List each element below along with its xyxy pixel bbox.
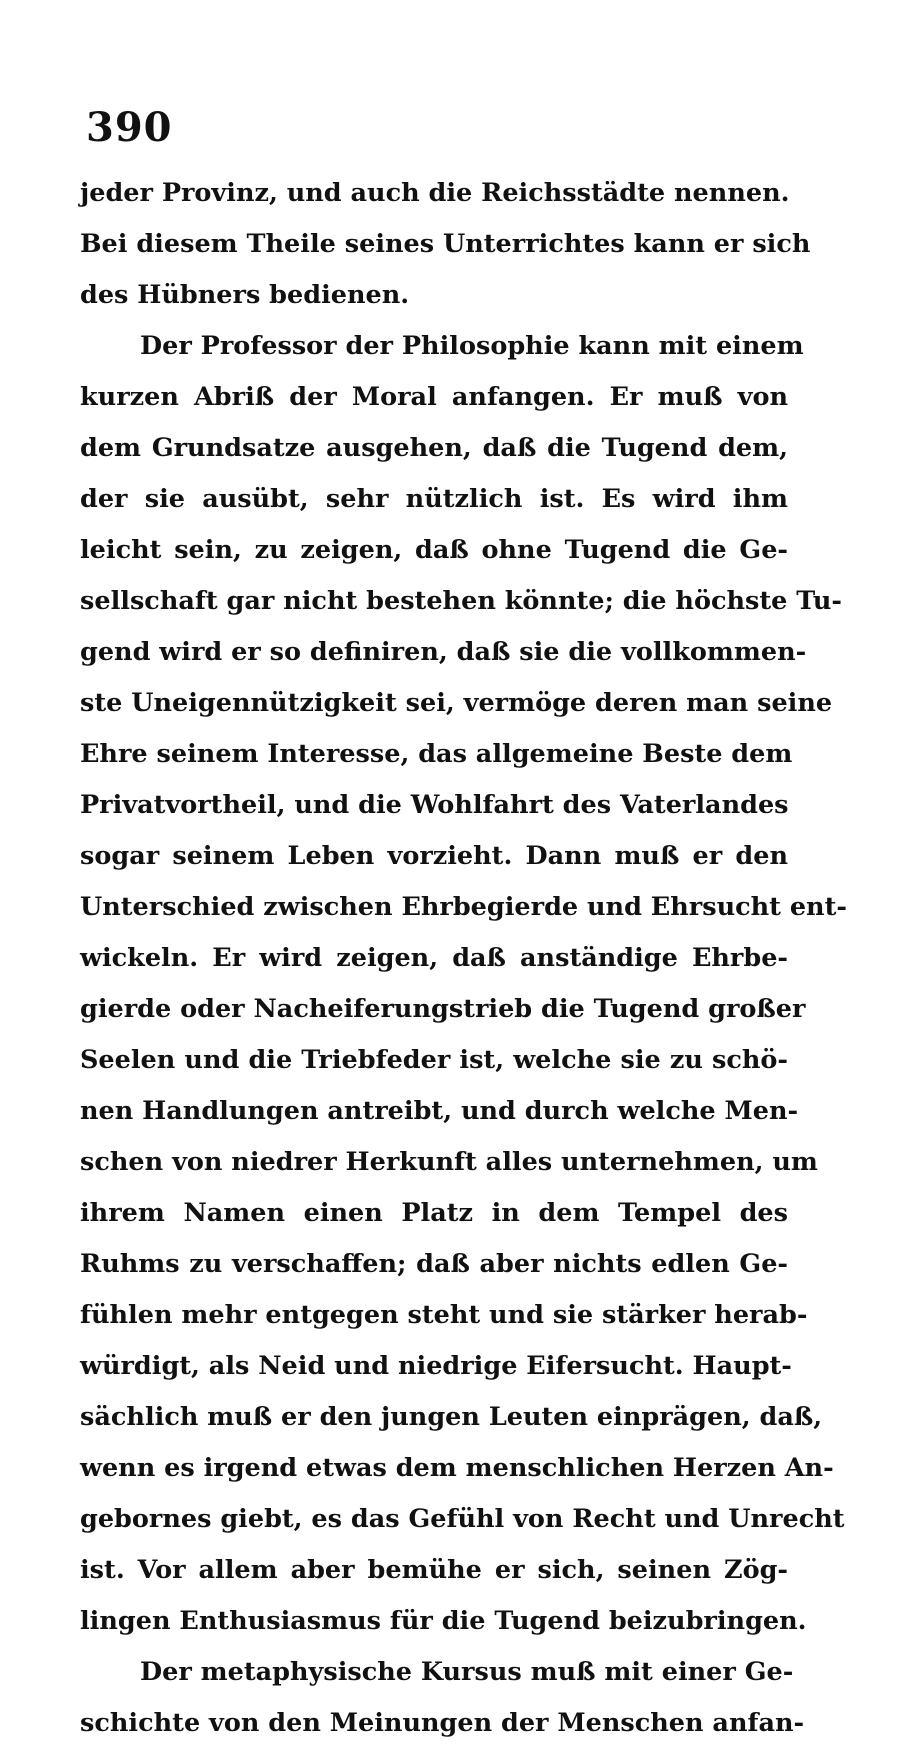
body-text — [80, 168, 847, 1749]
page-number: 390 — [86, 104, 173, 151]
text-line: Seelen und die Triebfeder ist, welche sie zu schö- — [80, 1045, 788, 1075]
text-line: ste Uneigennützigkeit sei, vermöge deren man seine — [80, 688, 833, 718]
text-line: wenn es irgend etwas dem menschlichen Herzen An- — [80, 1453, 834, 1483]
text-line: fühlen mehr entgegen steht und sie stärker herab- — [80, 1300, 808, 1330]
text-line: lingen Enthusiasmus für die Tugend beizubringen. — [80, 1606, 807, 1636]
text-line: kurzen Abriß der Moral anfangen. Er muß von — [80, 382, 788, 412]
text-line: schen von niedrer Herkunft alles unternehmen, um — [80, 1147, 818, 1177]
text-line: Privatvortheil, und die Wohlfahrt des Vaterlandes — [80, 790, 789, 820]
text-line: sogar seinem Leben vorzieht. Dann muß er den — [80, 841, 788, 871]
text-line: sellschaft gar nicht bestehen könnte; die höchste Tu- — [80, 586, 843, 616]
text-line: würdigt, als Neid und niedrige Eifersucht. Haupt- — [80, 1351, 792, 1381]
paragraph — [80, 1647, 805, 1749]
text-line: Bei diesem Theile seines Unterrichtes kann er sich — [80, 229, 811, 259]
text-line: ist. Vor allem aber bemühe er sich, seinen Zög- — [80, 1555, 788, 1585]
text-line: leicht sein, zu zeigen, daß ohne Tugend die Ge- — [80, 535, 788, 565]
text-line: des Hübners bedienen. — [80, 280, 410, 310]
text-line: dem Grundsatze ausgehen, daß die Tugend dem, — [80, 433, 788, 463]
text-line: gebornes giebt, es das Gefühl von Recht und Unrecht — [80, 1504, 845, 1534]
text-line: Der metaphysische Kursus muß mit einer Ge- — [140, 1657, 794, 1687]
text-line: nen Handlungen antreibt, und durch welche Men- — [80, 1096, 799, 1126]
text-line: gierde oder Nacheiferungstrieb die Tugend großer — [80, 994, 806, 1024]
text-line: Der Professor der Philosophie kann mit einem — [140, 331, 804, 361]
text-line: wickeln. Er wird zeigen, daß anständige Ehrbe- — [80, 943, 788, 973]
paragraph — [80, 321, 847, 1647]
paragraph — [80, 168, 811, 321]
text-line: Ehre seinem Interesse, das allgemeine Beste dem — [80, 739, 793, 769]
text-line: sächlich muß er den jungen Leuten einprägen, daß, — [80, 1402, 823, 1432]
text-line: Ruhms zu verschaffen; daß aber nichts edlen Ge- — [80, 1249, 788, 1279]
text-line: der sie ausübt, sehr nützlich ist. Es wird ihm — [80, 484, 788, 514]
text-line: jeder Provinz, und auch die Reichsstädte nennen. — [80, 178, 790, 208]
text-line: Unterschied zwischen Ehrbegierde und Ehrsucht ent- — [80, 892, 847, 922]
text-line: ihrem Namen einen Platz in dem Tempel des — [80, 1198, 788, 1228]
text-line: gend wird er so definiren, daß sie die vollkommen- — [80, 637, 807, 667]
text-line: schichte von den Meinungen der Menschen anfan- — [80, 1708, 805, 1738]
